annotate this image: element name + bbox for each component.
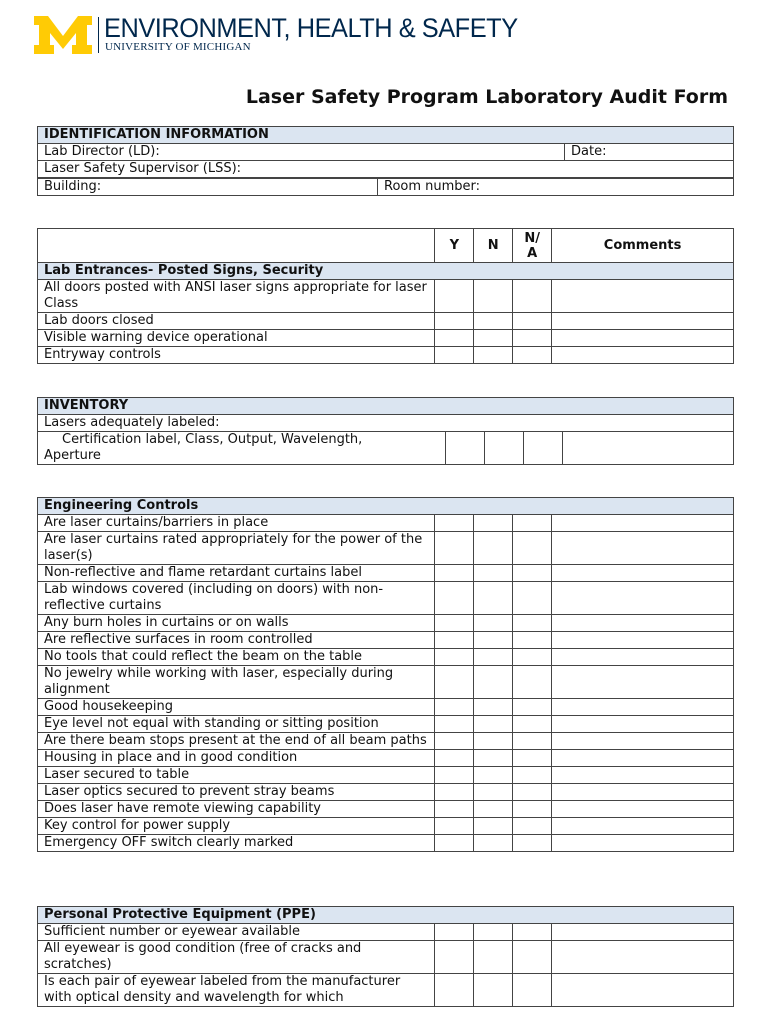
comment-cell[interactable] (552, 835, 734, 852)
y-cell[interactable] (435, 330, 474, 347)
y-cell[interactable] (435, 801, 474, 818)
n-cell[interactable] (474, 347, 513, 364)
n-cell[interactable] (474, 313, 513, 330)
column-header-n: N (474, 229, 513, 263)
y-cell[interactable] (435, 974, 474, 1007)
n-cell[interactable] (474, 532, 513, 565)
na-cell[interactable] (513, 347, 552, 364)
na-cell[interactable] (513, 565, 552, 582)
na-cell[interactable] (513, 767, 552, 784)
column-header-na (513, 229, 552, 263)
comment-cell[interactable] (552, 347, 734, 364)
comment-cell[interactable] (552, 750, 734, 767)
na-cell[interactable] (513, 699, 552, 716)
na-cell[interactable] (513, 818, 552, 835)
comment-cell[interactable] (552, 313, 734, 330)
na-cell[interactable] (513, 750, 552, 767)
question-text: Are laser curtains rated appropriately for the power of the laser(s) (38, 532, 435, 565)
n-cell[interactable] (474, 924, 513, 941)
table-row (38, 941, 734, 974)
y-cell[interactable] (435, 649, 474, 666)
university-name: UNIVERSITY OF MICHIGAN (105, 41, 251, 53)
question-text: All doors posted with ANSI laser signs appropriate for laser Class (38, 280, 435, 313)
y-cell[interactable] (446, 432, 485, 465)
question-text: Eye level not equal with standing or sitting position (38, 716, 435, 733)
inventory-intro: Lasers adequately labeled: (38, 415, 734, 432)
inventory-heading: INVENTORY (38, 398, 734, 415)
table-row (38, 515, 734, 532)
question-text: Does laser have remote viewing capability (38, 801, 435, 818)
comment-cell[interactable] (552, 615, 734, 632)
question-text: No tools that could reflect the beam on the table (38, 649, 435, 666)
column-header-na-line1: N/ (524, 230, 540, 246)
table-row (38, 330, 734, 347)
table-row (38, 632, 734, 649)
question-text: Entryway controls (38, 347, 435, 364)
question-text: Good housekeeping (38, 699, 435, 716)
table-row (38, 532, 734, 565)
date-field[interactable]: Date: (565, 144, 734, 161)
column-header-comments: Comments (552, 229, 734, 263)
table-row (38, 924, 734, 941)
y-cell[interactable] (435, 784, 474, 801)
question-text: Laser secured to table (38, 767, 435, 784)
table-row (38, 432, 734, 465)
y-cell[interactable] (435, 733, 474, 750)
y-cell[interactable] (435, 313, 474, 330)
na-cell[interactable] (513, 280, 552, 313)
table-row (38, 818, 734, 835)
comment-cell[interactable] (563, 432, 734, 465)
n-cell[interactable] (474, 666, 513, 699)
question-text: Sufficient number or eyewear available (38, 924, 435, 941)
org-name: ENVIRONMENT, HEALTH & SAFETY (104, 13, 518, 43)
n-cell[interactable] (474, 835, 513, 852)
comment-cell[interactable] (552, 515, 734, 532)
lab-director-field[interactable]: Lab Director (LD): (38, 144, 565, 161)
question-text: Emergency OFF switch clearly marked (38, 835, 435, 852)
y-cell[interactable] (435, 666, 474, 699)
comment-cell[interactable] (552, 924, 734, 941)
location-table (37, 178, 734, 196)
comment-cell[interactable] (552, 565, 734, 582)
n-cell[interactable] (474, 941, 513, 974)
inventory-label-aperture: Aperture (44, 448, 101, 463)
y-cell[interactable] (435, 532, 474, 565)
header-divider (98, 17, 99, 53)
y-cell[interactable] (435, 924, 474, 941)
na-cell[interactable] (513, 974, 552, 1007)
ppe-table (37, 906, 734, 1007)
na-cell[interactable] (513, 632, 552, 649)
na-cell[interactable] (513, 835, 552, 852)
n-cell[interactable] (474, 565, 513, 582)
table-row (38, 974, 734, 1007)
comment-cell[interactable] (552, 801, 734, 818)
table-row (38, 615, 734, 632)
n-cell[interactable] (474, 515, 513, 532)
y-cell[interactable] (435, 818, 474, 835)
y-cell[interactable] (435, 767, 474, 784)
comment-cell[interactable] (552, 941, 734, 974)
n-cell[interactable] (474, 818, 513, 835)
na-cell[interactable] (513, 330, 552, 347)
identification-heading: IDENTIFICATION INFORMATION (38, 127, 734, 144)
inventory-label-details: Certification label, Class, Output, Wavelength, (62, 432, 363, 447)
y-cell[interactable] (435, 835, 474, 852)
question-text: Visible warning device operational (38, 330, 435, 347)
comment-cell[interactable] (552, 649, 734, 666)
table-row (38, 767, 734, 784)
n-cell[interactable] (474, 801, 513, 818)
question-text (38, 432, 446, 465)
question-text: Any burn holes in curtains or on walls (38, 615, 435, 632)
y-cell[interactable] (435, 632, 474, 649)
comment-cell[interactable] (552, 330, 734, 347)
question-text: Laser optics secured to prevent stray beams (38, 784, 435, 801)
n-cell[interactable] (474, 280, 513, 313)
question-text: Housing in place and in good condition (38, 750, 435, 767)
table-row (38, 699, 734, 716)
y-cell[interactable] (435, 699, 474, 716)
y-cell[interactable] (435, 565, 474, 582)
university-logo-m (34, 16, 92, 54)
na-cell[interactable] (513, 716, 552, 733)
table-row (38, 784, 734, 801)
question-text: No jewelry while working with laser, especially during alignment (38, 666, 435, 699)
na-cell[interactable] (513, 784, 552, 801)
identification-table (37, 126, 734, 178)
comment-cell[interactable] (552, 280, 734, 313)
n-cell[interactable] (474, 632, 513, 649)
comment-cell[interactable] (552, 974, 734, 1007)
table-row (38, 313, 734, 330)
lss-field[interactable]: Laser Safety Supervisor (LSS): (38, 161, 734, 178)
na-cell[interactable] (513, 666, 552, 699)
n-cell[interactable] (474, 750, 513, 767)
question-text: Lab windows covered (including on doors) with non-reflective curtains (38, 582, 435, 615)
na-cell[interactable] (513, 515, 552, 532)
na-cell[interactable] (513, 582, 552, 615)
table-row (38, 565, 734, 582)
table-row (38, 835, 734, 852)
comment-cell[interactable] (552, 632, 734, 649)
n-cell[interactable] (485, 432, 524, 465)
question-text: All eyewear is good condition (free of cracks and scratches) (38, 941, 435, 974)
engineering-heading: Engineering Controls (38, 498, 734, 515)
n-cell[interactable] (474, 699, 513, 716)
question-text: Are reflective surfaces in room controlled (38, 632, 435, 649)
n-cell[interactable] (474, 716, 513, 733)
table-row (38, 716, 734, 733)
table-row (38, 750, 734, 767)
n-cell[interactable] (474, 974, 513, 1007)
ppe-heading: Personal Protective Equipment (PPE) (38, 907, 734, 924)
na-cell[interactable] (513, 649, 552, 666)
form-title: Laser Safety Program Laboratory Audit Form (245, 86, 728, 108)
y-cell[interactable] (435, 280, 474, 313)
table-row (38, 582, 734, 615)
n-cell[interactable] (474, 649, 513, 666)
comment-cell[interactable] (552, 767, 734, 784)
y-cell[interactable] (435, 716, 474, 733)
table-row (38, 733, 734, 750)
na-cell[interactable] (524, 432, 563, 465)
building-field[interactable]: Building: (38, 179, 378, 196)
y-cell[interactable] (435, 941, 474, 974)
inventory-table (37, 397, 734, 465)
column-header-na-line2: A (527, 245, 538, 261)
question-text: Key control for power supply (38, 818, 435, 835)
n-cell[interactable] (474, 784, 513, 801)
na-cell[interactable] (513, 313, 552, 330)
table-row (38, 347, 734, 364)
engineering-table (37, 497, 734, 852)
table-row (38, 666, 734, 699)
comment-cell[interactable] (552, 582, 734, 615)
comment-cell[interactable] (552, 699, 734, 716)
room-number-field[interactable]: Room number: (378, 179, 734, 196)
na-cell[interactable] (513, 733, 552, 750)
na-cell[interactable] (513, 941, 552, 974)
y-cell[interactable] (435, 615, 474, 632)
n-cell[interactable] (474, 615, 513, 632)
y-cell[interactable] (435, 347, 474, 364)
question-text: Non-reflective and flame retardant curtains label (38, 565, 435, 582)
n-cell[interactable] (474, 767, 513, 784)
header (34, 12, 518, 58)
comment-cell[interactable] (552, 784, 734, 801)
na-cell[interactable] (513, 532, 552, 565)
table-row (38, 801, 734, 818)
n-cell[interactable] (474, 733, 513, 750)
na-cell[interactable] (513, 801, 552, 818)
question-text: Lab doors closed (38, 313, 435, 330)
comment-cell[interactable] (552, 733, 734, 750)
question-text: Are there beam stops present at the end of all beam paths (38, 733, 435, 750)
y-cell[interactable] (435, 515, 474, 532)
question-text: Are laser curtains/barriers in place (38, 515, 435, 532)
na-cell[interactable] (513, 615, 552, 632)
y-cell[interactable] (435, 750, 474, 767)
comment-cell[interactable] (552, 666, 734, 699)
table-row (38, 280, 734, 313)
question-text: Is each pair of eyewear labeled from the manufacturer with optical density and wavelength for which (38, 974, 435, 1007)
na-cell[interactable] (513, 924, 552, 941)
comment-cell[interactable] (552, 818, 734, 835)
n-cell[interactable] (474, 582, 513, 615)
entrances-heading: Lab Entrances- Posted Signs, Security (38, 263, 734, 280)
y-cell[interactable] (435, 582, 474, 615)
comment-cell[interactable] (552, 716, 734, 733)
column-header-y: Y (435, 229, 474, 263)
entrances-table (37, 228, 734, 364)
n-cell[interactable] (474, 330, 513, 347)
comment-cell[interactable] (552, 532, 734, 565)
table-row (38, 649, 734, 666)
column-header-blank (38, 229, 435, 263)
